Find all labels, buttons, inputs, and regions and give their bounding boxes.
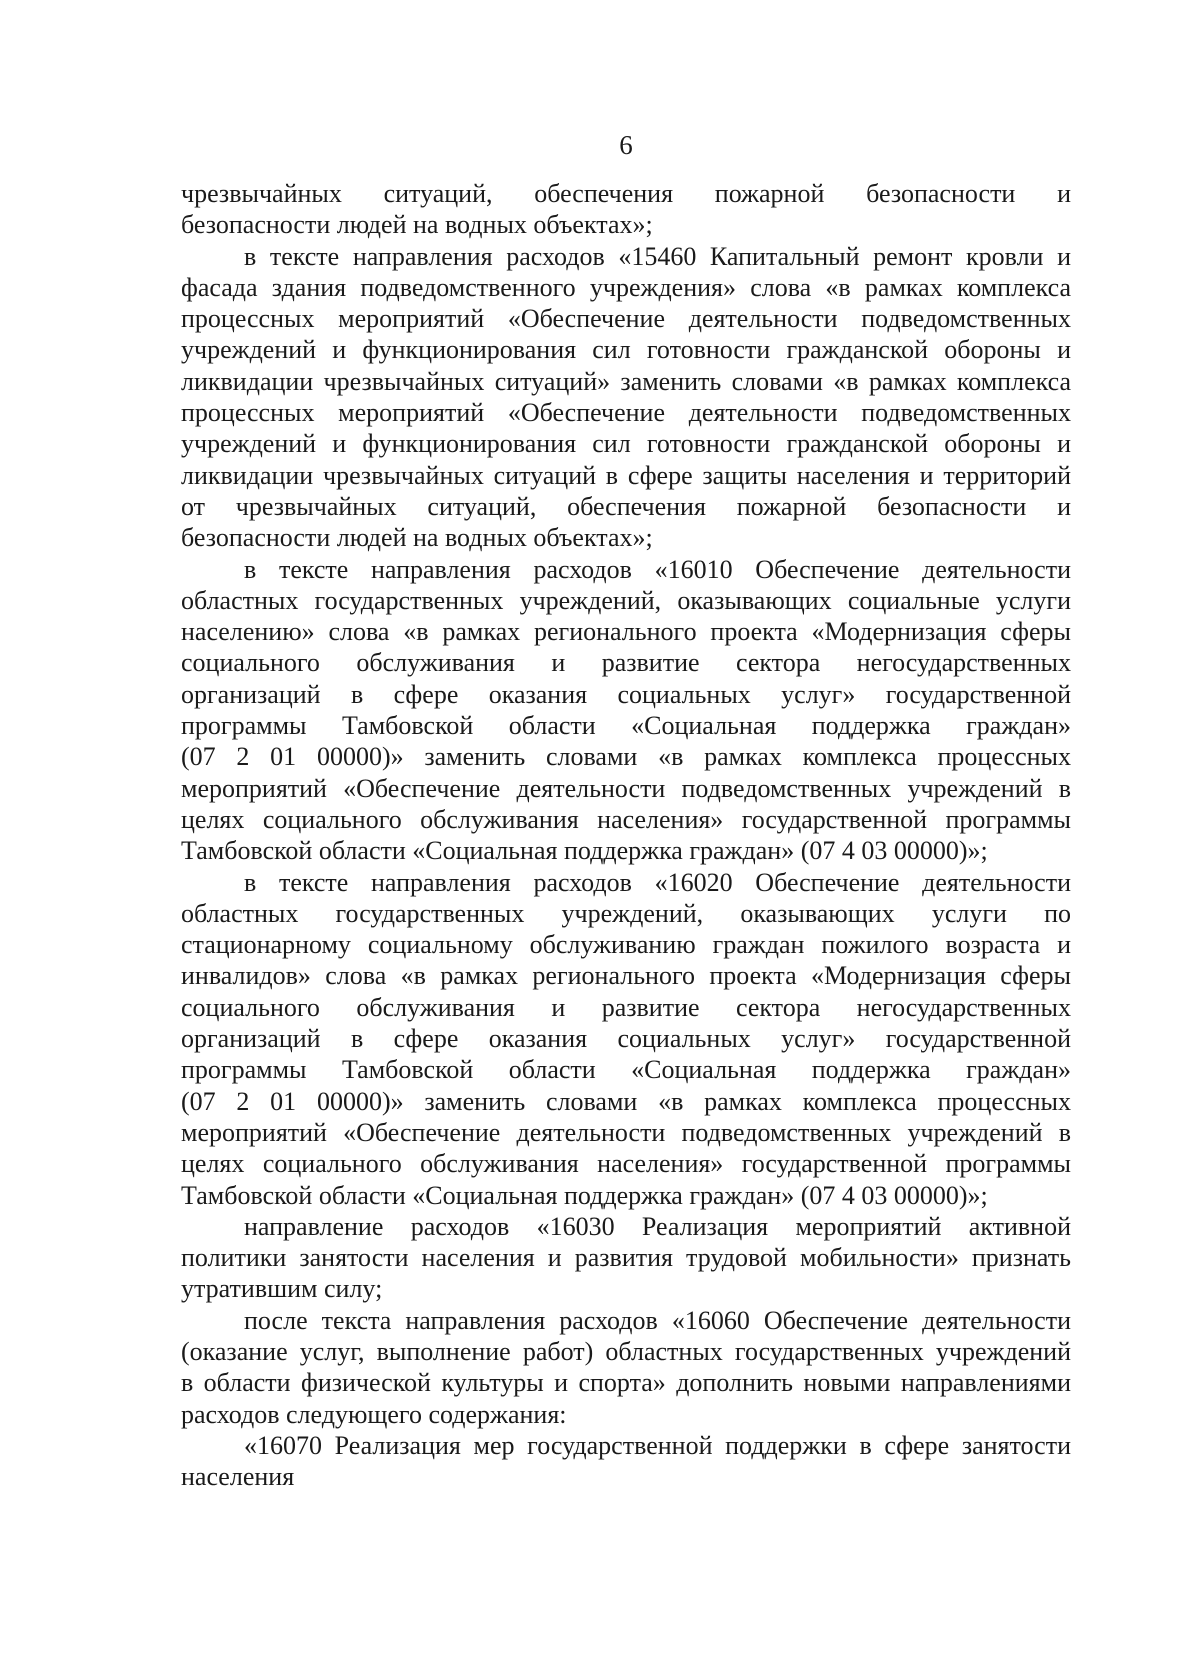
- text-line: безопасности людей на водных объектах»;: [181, 523, 653, 553]
- text-line: инвалидов» слова «в рамках регионального проекта «Модернизация сферы: [181, 961, 1071, 991]
- text-line: социального обслуживания и развитие сектора негосударственных: [181, 648, 1071, 678]
- text-line: «16070 Реализация мер государственной поддержки в сфере занятости: [244, 1430, 1071, 1460]
- text-line: (07 2 01 00000)» заменить словами «в рамках комплекса процессных: [181, 742, 1071, 772]
- text-line: направление расходов «16030 Реализация мероприятий активной: [244, 1211, 1071, 1241]
- text-line: безопасности людей на водных объектах»;: [181, 210, 653, 240]
- text-line: расходов следующего содержания:: [181, 1399, 567, 1429]
- text-line: политики занятости населения и развития трудовой мобильности» признать: [181, 1243, 1071, 1273]
- text-line: населения: [181, 1462, 295, 1492]
- text-line: в тексте направления расходов «16010 Обеспечение деятельности: [244, 554, 1071, 584]
- text-line: мероприятий «Обеспечение деятельности подведомственных учреждений в: [181, 773, 1071, 803]
- text-line: ликвидации чрезвычайных ситуаций» заменить словами «в рамках комплекса: [181, 366, 1071, 396]
- text-line: (07 2 01 00000)» заменить словами «в рамках комплекса процессных: [181, 1086, 1071, 1116]
- text-line: ликвидации чрезвычайных ситуаций в сфере защиты населения и территорий: [181, 460, 1071, 490]
- text-line: фасада здания подведомственного учреждения» слова «в рамках комплекса: [181, 272, 1071, 302]
- paragraph-2: [181, 241, 1071, 554]
- text-line: программы Тамбовской области «Социальная поддержка граждан»: [181, 1055, 1071, 1085]
- text-line: стационарному социальному обслуживанию граждан пожилого возраста и: [181, 930, 1071, 960]
- text-line: в тексте направления расходов «15460 Капитальный ремонт кровли и: [244, 241, 1071, 271]
- text-line: организаций в сфере оказания социальных услуг» государственной: [181, 679, 1071, 709]
- paragraph-7: [181, 1430, 1071, 1493]
- text-line: областных государственных учреждений, оказывающих социальные услуги: [181, 585, 1071, 615]
- text-line: после текста направления расходов «16060 Обеспечение деятельности: [244, 1305, 1071, 1335]
- paragraph-5: [181, 1211, 1071, 1305]
- page-number: 6: [619, 130, 633, 160]
- text-line: программы Тамбовской области «Социальная поддержка граждан»: [181, 711, 1071, 741]
- text-line: целях социального обслуживания населения» государственной программы: [181, 804, 1071, 834]
- text-line: в тексте направления расходов «16020 Обеспечение деятельности: [244, 867, 1071, 897]
- text-line: организаций в сфере оказания социальных услуг» государственной: [181, 1024, 1071, 1054]
- text-line: чрезвычайных ситуаций, обеспечения пожарной безопасности и: [181, 179, 1071, 208]
- text-line: утратившим силу;: [181, 1274, 383, 1304]
- paragraph-6: [181, 1305, 1071, 1430]
- text-line: Тамбовской области «Социальная поддержка граждан» (07 4 03 00000)»;: [181, 836, 988, 866]
- text-line: Тамбовской области «Социальная поддержка граждан» (07 4 03 00000)»;: [181, 1180, 988, 1210]
- text-line: (оказание услуг, выполнение работ) областных государственных учреждений: [181, 1336, 1071, 1366]
- text-line: учреждений и функционирования сил готовности гражданской обороны и: [181, 335, 1071, 365]
- paragraph-4: [181, 867, 1071, 1211]
- text-line: социального обслуживания и развитие сектора негосударственных: [181, 992, 1071, 1022]
- text-line: областных государственных учреждений, оказывающих услуги по: [181, 898, 1071, 928]
- text-line: населению» слова «в рамках регионального проекта «Модернизация сферы: [181, 617, 1071, 647]
- text-line: мероприятий «Обеспечение деятельности подведомственных учреждений в: [181, 1117, 1071, 1147]
- text-line: в области физической культуры и спорта» дополнить новыми направлениями: [181, 1368, 1071, 1398]
- text-line: учреждений и функционирования сил готовности гражданской обороны и: [181, 429, 1071, 459]
- text-line: целях социального обслуживания населения» государственной программы: [181, 1149, 1071, 1179]
- text-line: от чрезвычайных ситуаций, обеспечения пожарной безопасности и: [181, 491, 1071, 521]
- document-body: [181, 178, 1071, 1492]
- text-line: процессных мероприятий «Обеспечение деятельности подведомственных: [181, 398, 1071, 428]
- text-line: процессных мероприятий «Обеспечение деятельности подведомственных: [181, 304, 1071, 334]
- paragraph-1: [181, 178, 1071, 241]
- paragraph-3: [181, 554, 1071, 867]
